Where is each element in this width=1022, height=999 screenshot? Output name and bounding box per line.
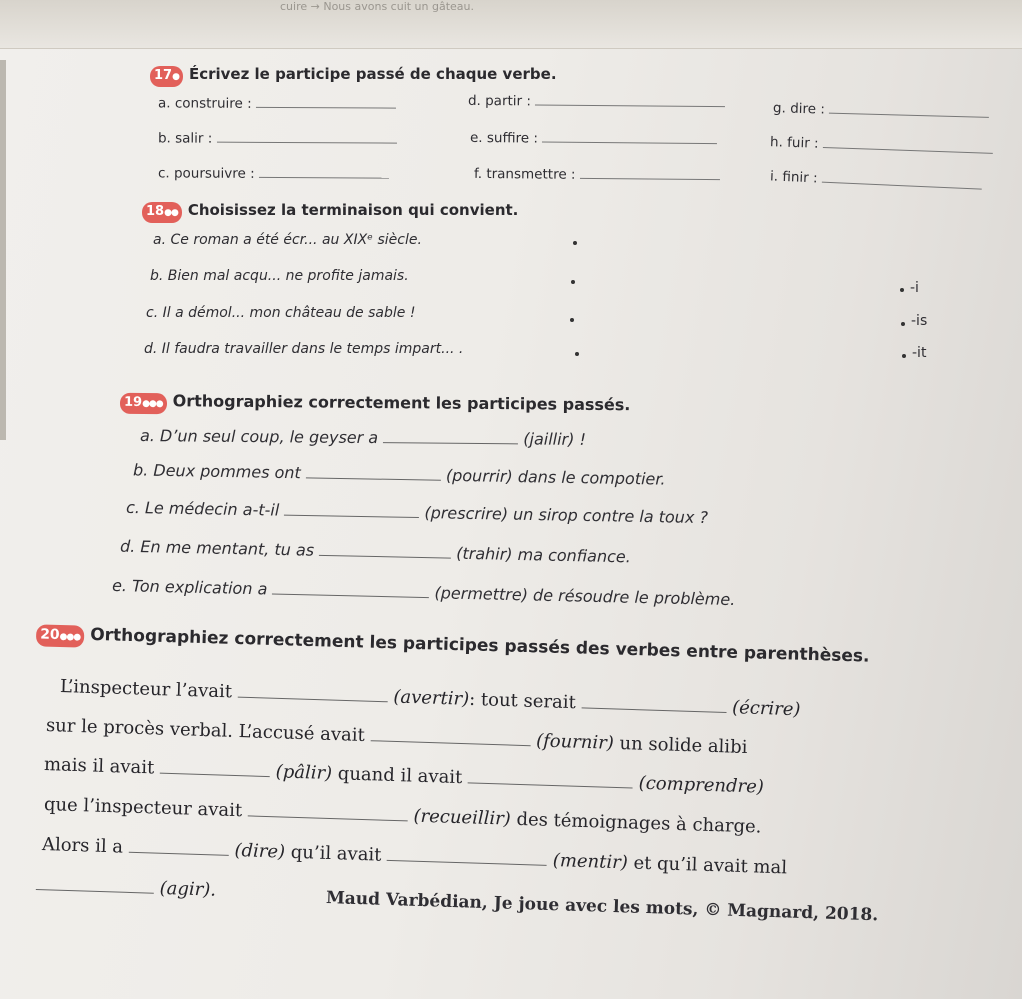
answer-blank[interactable] [272, 580, 429, 599]
matching-dot[interactable] [570, 318, 574, 322]
ending-option: -is [911, 313, 928, 329]
exercise-17-item: c. poursuivre : [158, 164, 389, 182]
source-credit: Maud Varbédian, Je joue avec les mots, © Magnard, 2018. [325, 888, 879, 926]
exercise-18-header [142, 200, 518, 223]
exercise-20-text-line: (agir). [36, 874, 217, 901]
matching-sentence: b. Bien mal acqu... ne profite jamais. [150, 268, 409, 284]
exercise-17-badge: 17● [150, 66, 183, 87]
answer-blank[interactable] [580, 166, 720, 180]
matching-sentence: c. Il a démol... mon château de sable ! [146, 305, 416, 321]
matching-sentence: a. Ce roman a été écr... au XIXᵉ siècle. [153, 232, 422, 248]
exercise-18-instruction: Choisissez la terminaison qui convient. [187, 201, 519, 219]
exercise-18-badge: 18●● [142, 202, 182, 223]
ending-option: -it [912, 345, 927, 361]
exercise-17-item: i. finir : [770, 167, 982, 193]
matching-dot[interactable] [900, 288, 904, 292]
exercise-20-text-line: mais il avait (pâlir) quand il avait (comprendre) [43, 754, 765, 798]
exercise-17-item: g. dire : [773, 99, 990, 122]
exercise-17-item: b. salir : [158, 129, 397, 147]
exercise-20-text-line: L’inspecteur l’avait (avertir): tout serait (écrire) [59, 676, 801, 721]
answer-blank[interactable] [542, 130, 717, 145]
exercise-17-item: e. suffire : [470, 129, 717, 148]
answer-blank[interactable] [160, 759, 270, 777]
exercise-17-instruction: Écrivez le participe passé de chaque verbe. [188, 65, 557, 83]
answer-blank[interactable] [284, 501, 419, 518]
answer-blank[interactable] [256, 95, 396, 109]
previous-exercise-fragment: cuire → Nous avons cuit un gâteau. [280, 0, 475, 13]
answer-blank[interactable] [259, 165, 389, 179]
answer-blank[interactable] [306, 463, 441, 480]
previous-exercise-edge [0, 0, 1022, 49]
exercise-20-text-line: sur le procès verbal. L’accusé avait (fournir) un solide alibi [45, 715, 748, 759]
exercise-20-instruction: Orthographiez correctement les participes passés des verbes entre parenthèses. [89, 624, 870, 667]
exercise-17-header [150, 64, 557, 87]
matching-dot[interactable] [573, 241, 577, 245]
answer-blank[interactable] [370, 726, 530, 746]
answer-blank[interactable] [383, 428, 518, 444]
page-edge-shadow [0, 60, 6, 440]
exercise-19-sentence: d. En me mentant, tu as (trahir) ma confiance. [119, 536, 632, 567]
exercise-19-instruction: Orthographiez correctement les participes passés. [172, 391, 631, 415]
exercise-19-sentence: b. Deux pommes ont (pourrir) dans le compotier. [132, 460, 666, 489]
exercise-17-item: h. fuir : [770, 133, 993, 158]
answer-blank[interactable] [823, 135, 993, 154]
answer-blank[interactable] [129, 838, 229, 856]
exercise-17-item: d. partir : [468, 92, 725, 111]
answer-blank[interactable] [829, 101, 989, 118]
matching-dot[interactable] [901, 322, 905, 326]
exercise-20-text-line: que l’inspecteur avait (recueillir) des témoignages à charge. [43, 794, 762, 838]
answer-blank[interactable] [238, 683, 388, 703]
answer-blank[interactable] [387, 846, 547, 866]
ending-option: -i [910, 280, 919, 296]
matching-sentence: d. Il faudra travailler dans le temps impart... . [144, 341, 464, 357]
exercise-17-item: a. construire : [158, 94, 396, 112]
exercise-19-sentence: c. Le médecin a-t-il (prescrire) un sirop contre la toux ? [125, 497, 709, 528]
matching-dot[interactable] [575, 352, 579, 356]
exercise-20-text-line: Alors il a (dire) qu’il avait (mentir) et qu’il avait mal [41, 834, 788, 879]
answer-blank[interactable] [468, 768, 633, 788]
answer-blank[interactable] [535, 92, 725, 107]
exercise-19-sentence: a. D’un seul coup, le geyser a (jaillir) ! [139, 426, 587, 449]
answer-blank[interactable] [36, 875, 154, 894]
answer-blank[interactable] [319, 541, 451, 559]
matching-dot[interactable] [902, 354, 906, 358]
exercise-19-sentence: e. Ton explication a (permettre) de résoudre le problème. [111, 575, 736, 610]
exercise-19-badge: 19●●● [120, 393, 167, 414]
answer-blank[interactable] [248, 801, 408, 821]
exercise-17-item: f. transmettre : [474, 165, 720, 184]
exercise-20-badge: 20●●● [36, 624, 85, 647]
answer-blank[interactable] [822, 170, 982, 190]
matching-dot[interactable] [571, 280, 575, 284]
exercise-20-header [36, 623, 870, 669]
exercise-19-header [120, 391, 631, 418]
answer-blank[interactable] [217, 130, 397, 144]
answer-blank[interactable] [581, 693, 726, 713]
